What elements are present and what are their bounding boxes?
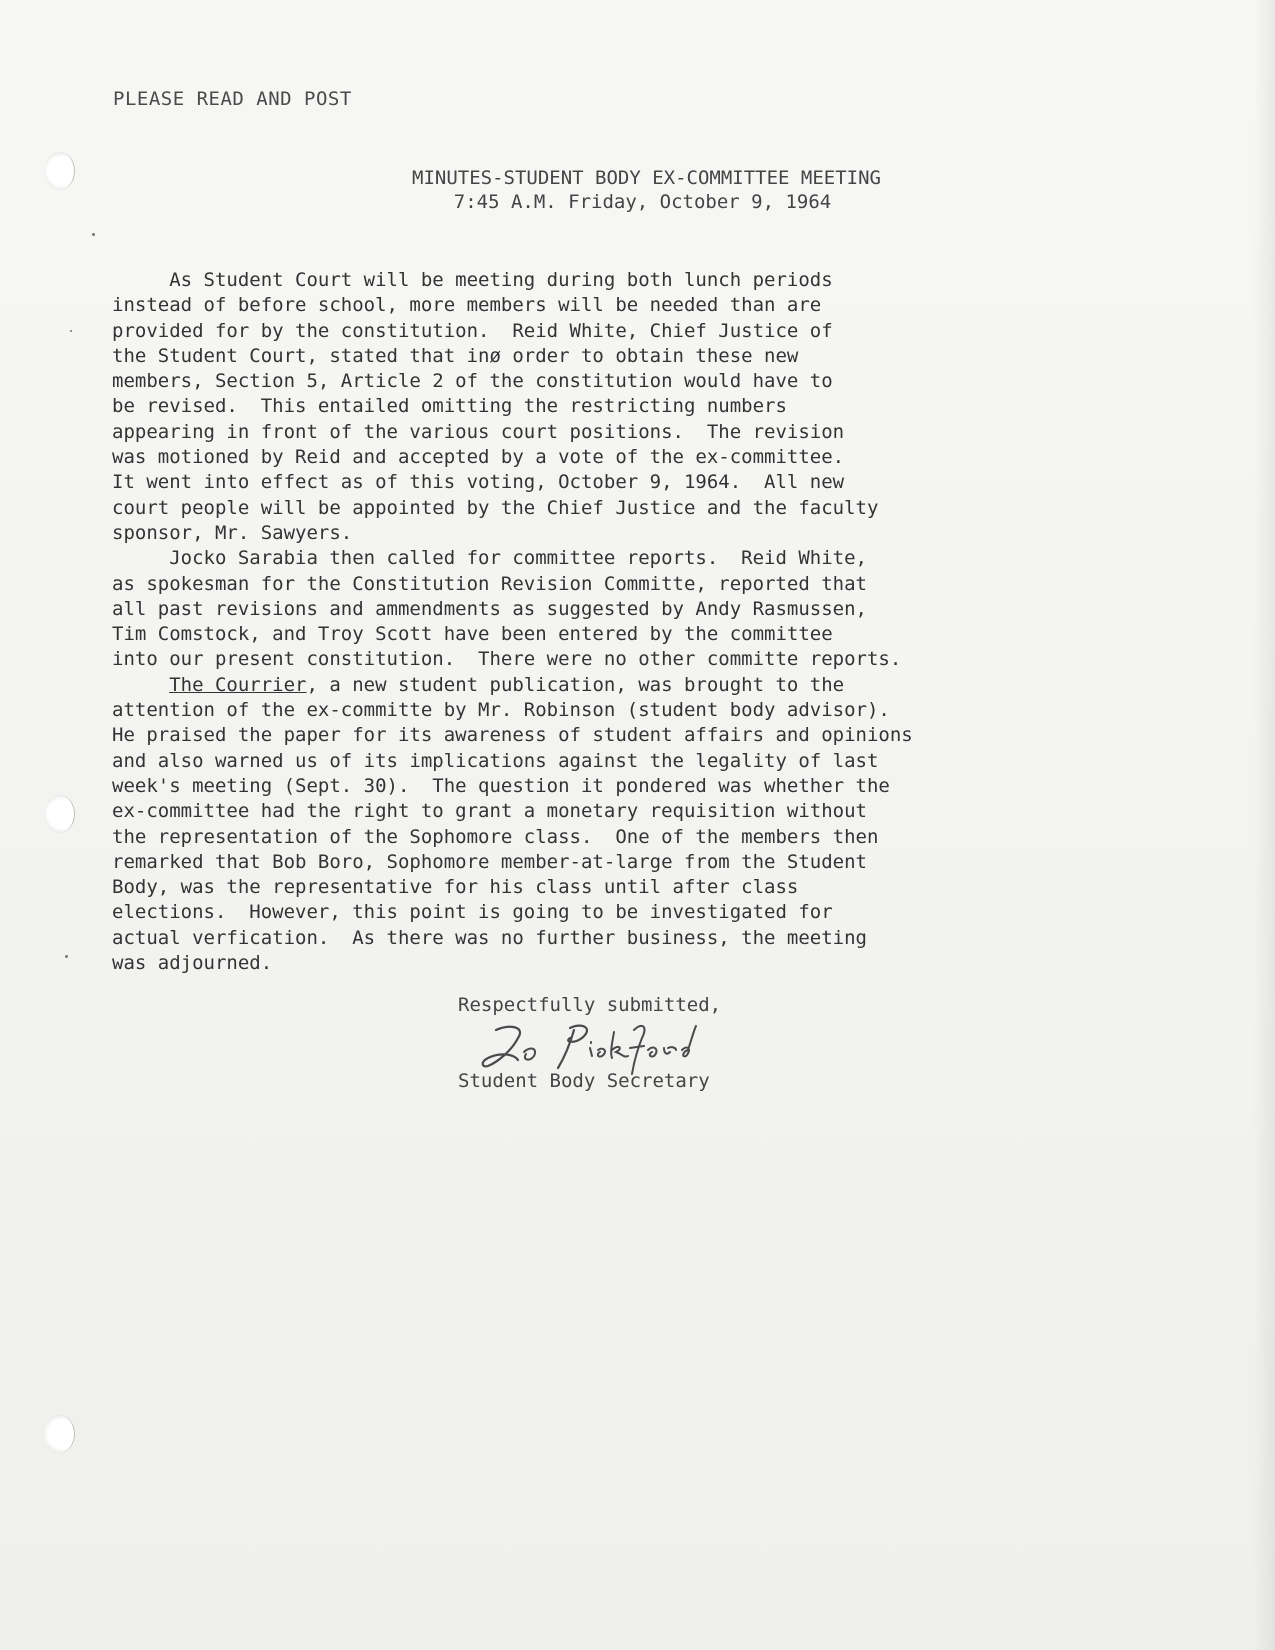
paper-speck [92,233,95,236]
body-line: provided for by the constitution. Reid White, Chief Justice of [112,319,833,342]
secretary-title: Student Body Secretary [458,1070,710,1092]
signature [478,1018,708,1078]
body-line: instead of before school, more members will be needed than are [112,294,822,317]
body-line: sponsor, Mr. Sawyers. [112,521,353,544]
paper-speck [70,330,72,332]
body-line: attention of the ex-committe by Mr. Robinson (student body advisor). [112,699,890,722]
body-line: court people will be appointed by the Chief Justice and the faculty [112,496,879,519]
body-line: Tim Comstock, and Troy Scott have been entered by the committee [112,623,833,646]
body-line: was adjourned. [112,952,273,975]
body-line: actual verfication. As there was no further business, the meeting [112,926,867,949]
body-line: was motioned by Reid and accepted by a vote of the ex-committee. [112,446,845,469]
punch-hole-bottom [44,1415,75,1453]
minutes-body [112,268,1162,976]
body-line-rest: , a new student publication, was brought to the [306,673,845,696]
punch-hole-middle [44,795,75,833]
body-line: He praised the paper for its awareness of student affairs and opinions [112,724,913,747]
page-edge-shadow [1253,0,1275,1650]
paper-speck [65,955,68,958]
body-line: and also warned us of its implications against the legality of last [112,749,879,772]
body-line: week's meeting (Sept. 30). The question it pondered was whether the [112,774,890,797]
body-line: as spokesman for the Constitution Revision Committe, reported that [112,572,867,595]
body-line: into our present constitution. There were no other committe reports. [112,648,902,671]
courrier-indent [112,674,169,696]
sign-off: Respectfully submitted, [458,994,722,1016]
body-line: elections. However, this point is going to be investigated for [112,901,833,924]
publication-title: The Courrier [169,673,307,696]
body-line: be revised. This entailed omitting the restricting numbers [112,395,787,418]
body-line [112,673,1162,698]
document-title [0,166,1275,214]
body-line: As Student Court will be meeting during both lunch periods [112,269,833,291]
body-line: ex-committee had the right to grant a monetary requisition without [112,800,867,823]
body-line: Body, was the representative for his class until after class [112,876,799,899]
body-line: Jocko Sarabia then called for committee reports. Reid White, [112,547,867,570]
body-line: the representation of the Sophomore class. One of the members then [112,825,879,848]
body-line: the Student Court, stated that inø order to obtain these new [112,344,799,367]
body-line: appearing in front of the various court positions. The revision [112,420,845,443]
body-line: It went into effect as of this voting, October 9, 1964. All new [112,471,845,494]
title-date: 7:45 A.M. Friday, October 9, 1964 [453,191,832,213]
body-line: members, Section 5, Article 2 of the constitution would have to [112,370,833,393]
posted-note: PLEASE READ AND POST [113,88,352,110]
body-line: remarked that Bob Boro, Sophomore member-at-large from the Student [112,850,867,873]
title-heading: MINUTES-STUDENT BODY EX-COMMITTEE MEETING [412,167,881,189]
body-line: all past revisions and ammendments as suggested by Andy Rasmussen, [112,597,867,620]
